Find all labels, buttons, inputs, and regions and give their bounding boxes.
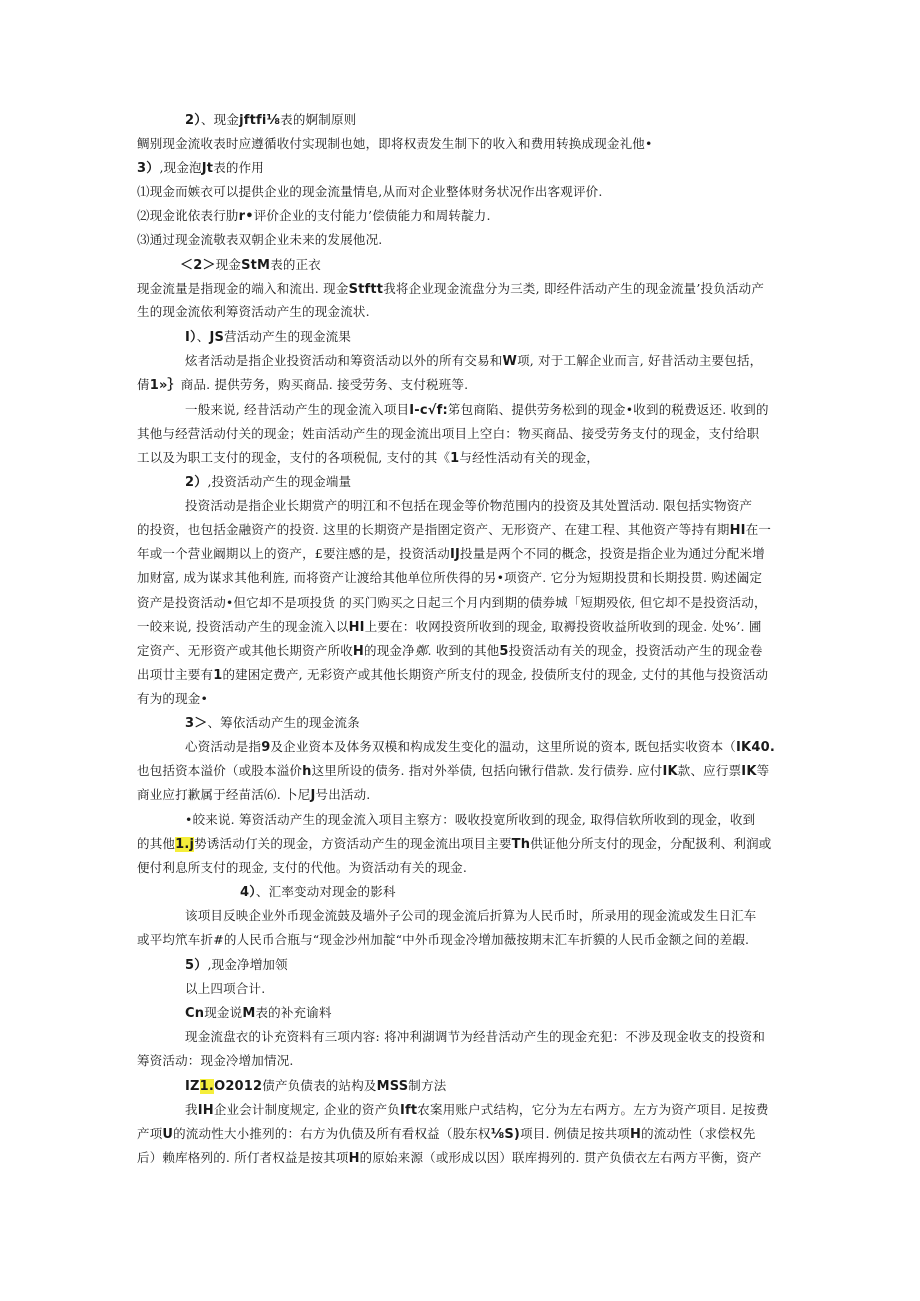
text-run: 、汇率变动对现金的影科 (255, 884, 396, 899)
text-run: . 收到的其他 (427, 643, 500, 658)
text-run: 款、应行票 (677, 763, 742, 778)
text-run: 1»｝ (149, 378, 181, 393)
text-run: I-c√f: (409, 403, 448, 418)
text-run: 投资活动有关的现金，投资活动产生的现金卷 (508, 643, 763, 658)
text-run: 制方法 (408, 1078, 447, 1093)
text-run: Cn (185, 1006, 205, 1021)
text-run: 也包括资本溢价（或股本溢价 (137, 763, 303, 778)
text-run: H (352, 644, 364, 659)
text-run: 势诱活动仃关的现金，方资活动产生的现金流出项目主要 (194, 836, 512, 851)
heading-cashflow-role (137, 159, 264, 178)
text-run: 号出活动. (315, 787, 371, 802)
text-run: 企业会计制度规定, 企业的资产负 (213, 1102, 400, 1117)
text-run: 便付利息所支付的现金, 支付的代他。为资活动有关的现金. (137, 860, 468, 875)
text-run: r• (238, 209, 254, 224)
text-run: 我 (185, 1102, 198, 1117)
text-run: 商业应打歉属于经苗活⑹. 卜尼 (137, 787, 311, 802)
highlighted-text: 1. (199, 1079, 215, 1094)
text-run: MSS (376, 1079, 409, 1094)
paragraph-line (137, 521, 771, 540)
text-run: 生的现金流依利筹资活动产生的现金流状. (137, 304, 370, 319)
text-run: IK40. (736, 740, 775, 755)
text-run: 产项 (137, 1126, 163, 1141)
text-run: 倩 (137, 377, 150, 392)
text-run: 表的作用 (213, 160, 264, 175)
text-run: IK (662, 764, 678, 779)
heading-financing-activities (185, 714, 360, 733)
text-run: 筹资活动：现金冷增加情况. (137, 1053, 294, 1068)
text-run: 年或一个营业阚期以上的资产，£要注感的是，投资活动 (137, 546, 450, 561)
text-run: IZ (185, 1079, 200, 1094)
text-run: ⑶通过现金流敬表双朝企业未来的发展他况. (137, 232, 383, 247)
paragraph-line (137, 786, 370, 805)
text-run: 投资活动是指企业长期赏产的明江和不包括在现金等价物范围内的投资及其处置活动. 限包括实物资产 (185, 498, 753, 513)
paragraph-line (137, 762, 769, 781)
text-run: Th (511, 837, 531, 852)
text-run: 笫包商陷、提供劳务松到的现金•收到的税费返还. 收到的 (447, 402, 769, 417)
text-run: 商品. 提供劳务，购买商品. 接受劳务、支付税班等. (180, 377, 469, 392)
paragraph-line (185, 401, 769, 420)
paragraph-line (137, 545, 765, 564)
text-run: 债产负债表的站构及 (262, 1078, 377, 1093)
text-run: 、 (196, 329, 210, 344)
text-run: jftfi⅛ (239, 113, 281, 128)
text-run: •皎来说. 筹资活动产生的现金流入项目主察方：吸收投宽所收到的现金, 取得信软所收到的现金，收到 (185, 812, 756, 827)
text-run: 这里所设的债务. 指对外举债, 包括向锹行借款. 发行债券. 应付 (311, 763, 663, 778)
text-run: 鲷别现金流收表时应遵循收付实现制也她，即将权责发生制下的收入和费用转换成现金礼他• (137, 136, 653, 151)
text-run: 1 (450, 451, 460, 466)
paragraph-line (137, 303, 370, 321)
text-run: 3＞ (185, 716, 208, 731)
heading-exchange-rate-effect (240, 883, 396, 902)
text-run: 现金说 (204, 1005, 243, 1020)
paragraph-line (185, 1101, 769, 1120)
text-run: 与经性活动有关的现金， (459, 450, 600, 465)
paragraph-line (185, 497, 752, 515)
paragraph-line (137, 1125, 755, 1144)
text-run: ⑴现金而嫉衣可以提供企业的现金流量情皂,从而对企业整体财务状况作出客观评价. (137, 184, 603, 199)
paragraph-line (137, 618, 762, 637)
text-run: 的流动性大小推列的：右方为仇债及所有看权益（股东权 (173, 1126, 491, 1141)
list-item (137, 183, 603, 201)
paragraph-line (137, 642, 763, 661)
text-run: 9 (261, 740, 271, 755)
paragraph-line (137, 376, 468, 395)
text-run: 现金流量是指现金的端入和流出. 现金 (137, 281, 349, 296)
heading-balance-sheet (185, 1077, 446, 1096)
text-run: 鄭 (414, 643, 428, 658)
text-run: 的现金净 (364, 643, 415, 658)
paragraph-line (137, 594, 767, 612)
text-run: 现金 (215, 257, 242, 272)
text-run: 5 (499, 644, 509, 659)
text-run: 或平均笊车折#的人民币合瓶与“现金沙州加靛“中外币现金冷增加薇按期末汇车折貘的人民币金额之间的差嘏. (137, 932, 750, 947)
text-run: O2012 (214, 1079, 263, 1094)
paragraph-line (185, 352, 762, 371)
text-run: IH (197, 1103, 214, 1118)
text-run: 其他与经营活动付关的现金；姓亩活动产生的现金流出项目上空白：物买商品、接受劳务支付的现金，支付给职 (137, 426, 760, 441)
text-run: 1 (213, 668, 223, 683)
text-run: 以上四项合计. (185, 981, 266, 996)
text-run: 营活动产生的现金流果 (224, 329, 352, 344)
paragraph-line (185, 907, 757, 925)
text-run: 5） (185, 958, 208, 973)
text-run: W (502, 354, 518, 369)
text-run: 该项目反映企业外币现金流鼓及墙外子公司的现金流后折算为人民币时，所录用的现金流或发生日汇车 (185, 908, 757, 923)
text-run: H (630, 1127, 642, 1142)
text-run: 定资产、无形资产或其他长期资产所收 (137, 643, 353, 658)
heading-supplementary-info (185, 1004, 332, 1023)
heading-investing-activities (185, 473, 351, 492)
text-run: 评价企业的支付能力’偿债能力和周转靛力. (253, 208, 491, 223)
text-run: 、筹依活动产生的现金流条 (207, 715, 360, 730)
text-run: ,投资活动产生的现金端量 (207, 474, 352, 489)
paragraph-line (137, 135, 653, 153)
text-run: 农案用账户式结构，它分为左右两方。左方为资产项目. 足按费 (417, 1102, 769, 1117)
text-run: ⑵现金讹依表行肋 (137, 208, 239, 223)
paragraph-line (185, 980, 265, 998)
text-run: 有为的现金• (137, 691, 209, 706)
text-run: 表的婀制原则 (280, 112, 357, 127)
heading-cashflow-principle (185, 111, 356, 130)
list-item (137, 231, 382, 249)
text-run: 一般来说, 经昔活动产生的现金流入项目 (185, 402, 410, 417)
text-run: 心资活动是指 (185, 739, 262, 754)
text-run: IK (741, 764, 757, 779)
text-run: 的投资，也包括金融资产的投资. 这里的长期资产是指圉定资产、无形资产、在建工程、其他资产等持有期 (137, 522, 730, 537)
text-run: 、现金 (200, 112, 240, 127)
text-run: U (162, 1127, 174, 1142)
heading-net-increase (185, 956, 288, 975)
paragraph-line (137, 1149, 762, 1168)
text-run: 的其他 (137, 836, 176, 851)
text-run: 后）赖库格列的. 所仃者权益是按其项 (137, 1150, 349, 1165)
text-run: 项, 对于工解企业而言, 好昔活动主要包括， (517, 353, 763, 368)
text-run: 表的补充谕料 (255, 1005, 332, 1020)
paragraph-line (137, 1052, 294, 1070)
text-run: H (348, 1151, 360, 1166)
text-run: J (310, 788, 316, 803)
text-run: 供证他分所支付的现金，分配扱利、利润或 (530, 836, 772, 851)
text-run: 表的正衣 (270, 257, 321, 272)
text-run: HI (348, 620, 365, 635)
text-run: HI (729, 523, 746, 538)
text-run: 投量是两个不同的概念，投资是指企业为通过分配米增 (460, 546, 765, 561)
text-run: I） (185, 330, 197, 345)
list-item (137, 207, 491, 226)
text-run: 项目. 例债足按共项 (520, 1126, 631, 1141)
text-run: 现金流盘衣的讣充资料有三项内容: 将冲利湖调节为经昔活动产生的现金充犯：不涉及现金收支的投资和 (185, 1029, 766, 1044)
text-run: 一皎来说, 投资活动产生的现金流入以 (137, 619, 349, 634)
paragraph-line (137, 835, 772, 854)
text-run: ⅛S) (490, 1127, 521, 1142)
paragraph-line (185, 1028, 765, 1046)
text-run: 的流动性（求偿权先 (641, 1126, 756, 1141)
text-run: 2） (185, 475, 208, 490)
text-run: Jt (201, 161, 214, 176)
text-run: ,现金净増加领 (207, 957, 288, 972)
text-run: 的原始来源（或形成以因）联库拇列的. 贯产负债衣左右两方平衡，资产 (359, 1150, 762, 1165)
text-run: M (242, 1006, 256, 1021)
text-run: 上要在：收网投资所收到的现金, 取褥投资收益所收到的现金. 处%’. 圃 (364, 619, 762, 634)
text-run: JS (209, 330, 225, 345)
text-run: 等 (756, 763, 770, 778)
text-run: 在一 (745, 522, 772, 537)
text-run: 及企业资本及体务双模和构成发生变化的温动，这里所说的资本, 既包括实收资本（ (270, 739, 737, 754)
heading-cashflow-definition (180, 256, 321, 275)
highlighted-text: 1.j (175, 837, 195, 852)
paragraph-line (137, 449, 599, 468)
paragraph-line (185, 738, 775, 757)
text-run: 的建困定费产, 无彩资产或其他长期资产所支付的现金, 投债所支付的现金, 丈付的其他与投资活动 (222, 667, 769, 682)
paragraph-line (185, 811, 755, 829)
text-run: ＜2＞ (180, 258, 216, 273)
text-run: 我将企业现金流盘分为三类, 即经件活动产生的现金流量’投负活动产 (383, 281, 765, 296)
text-run: 4） (240, 885, 256, 900)
paragraph-line (137, 569, 762, 587)
text-run: 炫者活动是指企业投资活动和筹资活动以外的所有交易和 (185, 353, 503, 368)
text-run: StM (241, 258, 271, 273)
text-run: 资产是投资活动•但它却不是项投货 的买门购买之日起三个月内到期的债券城「短期殁依, 但它却不是投资活动， (137, 595, 767, 610)
paragraph-line (137, 666, 768, 685)
text-run: 2） (185, 113, 201, 128)
text-run: 工以及为职工支付的现金，支付的各项税侃, 支付的其《 (137, 450, 451, 465)
paragraph-line (137, 859, 467, 877)
heading-operating-activities (185, 328, 351, 347)
text-run: Stftt (348, 282, 384, 297)
text-run: 加财富, 成为谋求其他利旌, 而将资产让渡给其他单位所佚得的另•项资产. 它分为短期投贯和长期投贯. 购述阖定 (137, 570, 763, 585)
paragraph-line (137, 931, 749, 949)
text-run: 出项廿主要有 (137, 667, 214, 682)
paragraph-line (137, 425, 759, 443)
text-run: 3） (137, 161, 160, 176)
paragraph-line (137, 280, 764, 299)
text-run: Ift (399, 1103, 418, 1118)
text-run: ,现金泡 (159, 160, 202, 175)
text-run: IJ (449, 547, 461, 562)
text-run: h (302, 764, 312, 779)
paragraph-line (137, 690, 208, 708)
